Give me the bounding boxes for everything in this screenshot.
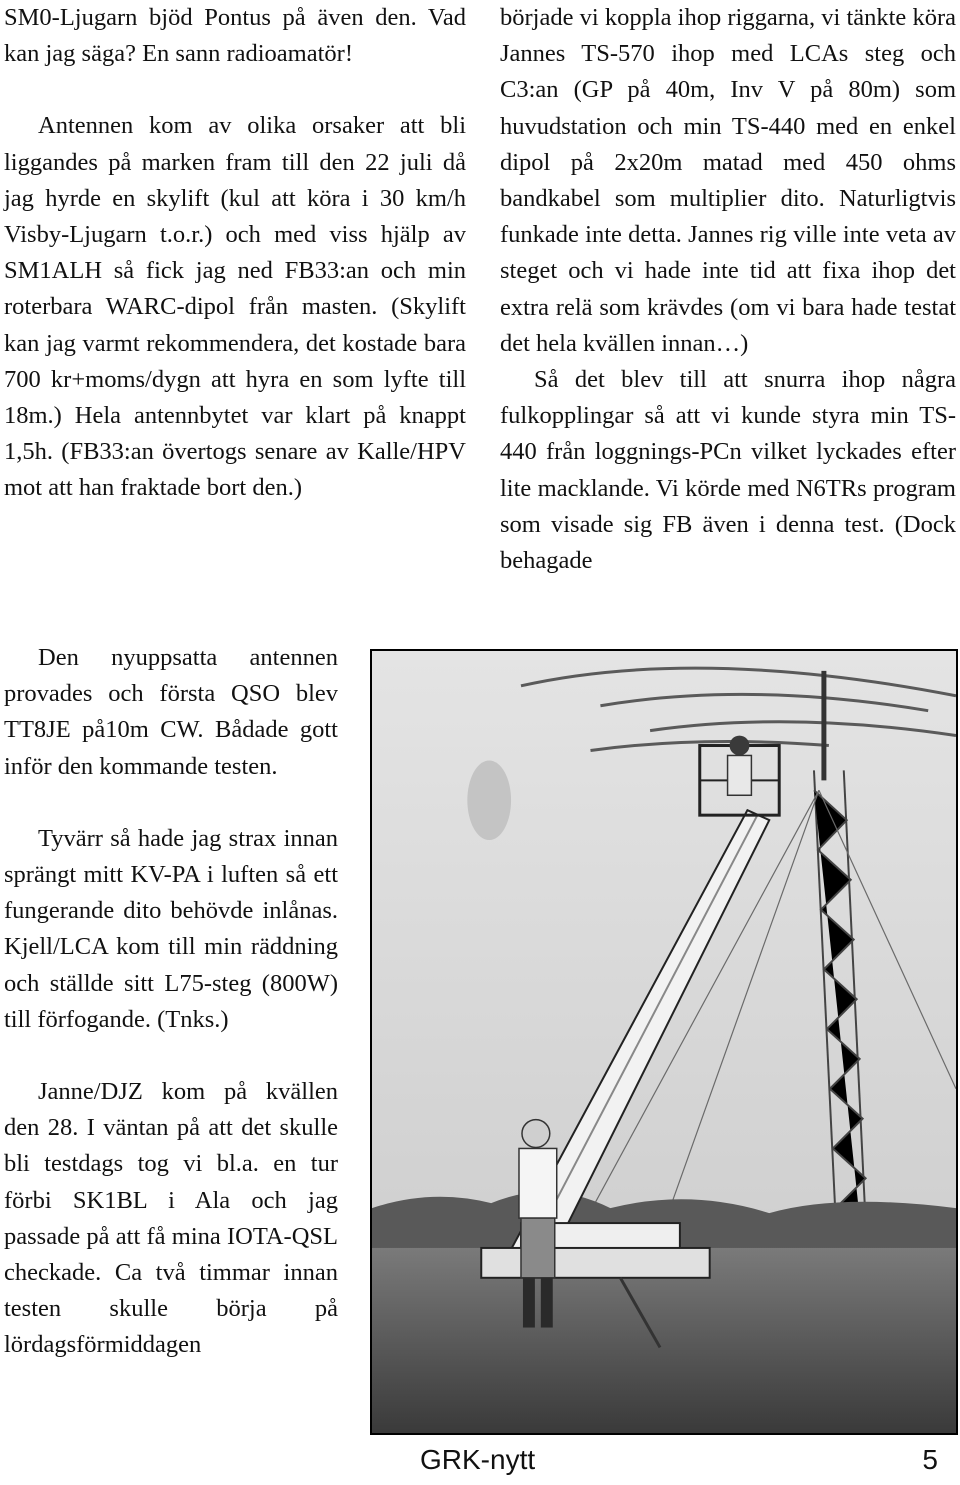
page-number: 5 (922, 1444, 938, 1475)
photo-illustration (372, 651, 956, 1433)
paragraph: Janne/DJZ kom på kvällen den 28. I väntan på att det skulle bli testdags tog vi bl.a. en tur förbi SK1BL i Ala och jag passade på att få mina IOTA-QSL checkade. Ca två timmar innan testen skulle börja på lördagsförmiddagen (4, 1078, 338, 1359)
article-column-left-bottom (4, 640, 338, 1364)
paragraph: Antennen kom av olika orsaker att bli liggandes på marken fram till den 22 juli då jag hyrde en skylift (kul att köra i 30 km/h Visby-Ljugarn t.o.r.) och med viss hjälp av SM1ALH så fick jag ned FB33:an och min roterbara WARC-dipol från masten. (Skylift kan jag varmt rekommendera, det kostade bara 700 kr+moms/dygn att hyra en som lyfte till 18m.) Hela antennbytet var klart på knappt 1,5h. (FB33:an övertogs senare av Kalle/HPV mot att han fraktade bort den.) (4, 112, 466, 502)
publication-title: GRK-nytt (420, 1444, 536, 1475)
paragraph: Den nyuppsatta antennen provades och första QSO blev TT8JE på10m CW. Bådade gott inför den kommande testen. (4, 644, 338, 780)
skylift-antenna-photo (370, 649, 958, 1435)
paragraph: SM0-Ljugarn bjöd Pontus på även den. Vad kan jag säga? En sann radioamatör! (4, 4, 466, 68)
article-column-right-top (500, 0, 956, 579)
paragraph: Så det blev till att snurra ihop några fulkopplingar så att vi kunde styra min TS-440 från loggnings-PCn vilket lyckades efter lite macklande. Vi körde med N6TRs program som visade sig FB även i denna test. (Dock behagade (500, 366, 956, 575)
article-column-left-top (4, 0, 466, 507)
paragraph: Tyvärr så hade jag strax innan sprängt mitt KV-PA i luften så ett fungerande dito behövde inlånas. Kjell/LCA kom till min räddning och ställde sitt L75-steg (800W) till förfogande. (Tnks.) (4, 824, 338, 1033)
paragraph: började vi koppla ihop riggarna, vi tänkte köra Jannes TS-570 ihop med LCAs steg och C3:an (GP på 40m, Inv V på 80m) som huvudstation och min TS-440 med en enkel dipol på 2x20m matad med 450 ohms bandkabel som multiplier dito. Naturligtvis funkade inte detta. Jannes rig ville inte veta av steget och vi hade inte tid att fixa ihop det extra relä som krävdes (om vi bara hade testat det hela kvällen innan…) (500, 4, 956, 357)
